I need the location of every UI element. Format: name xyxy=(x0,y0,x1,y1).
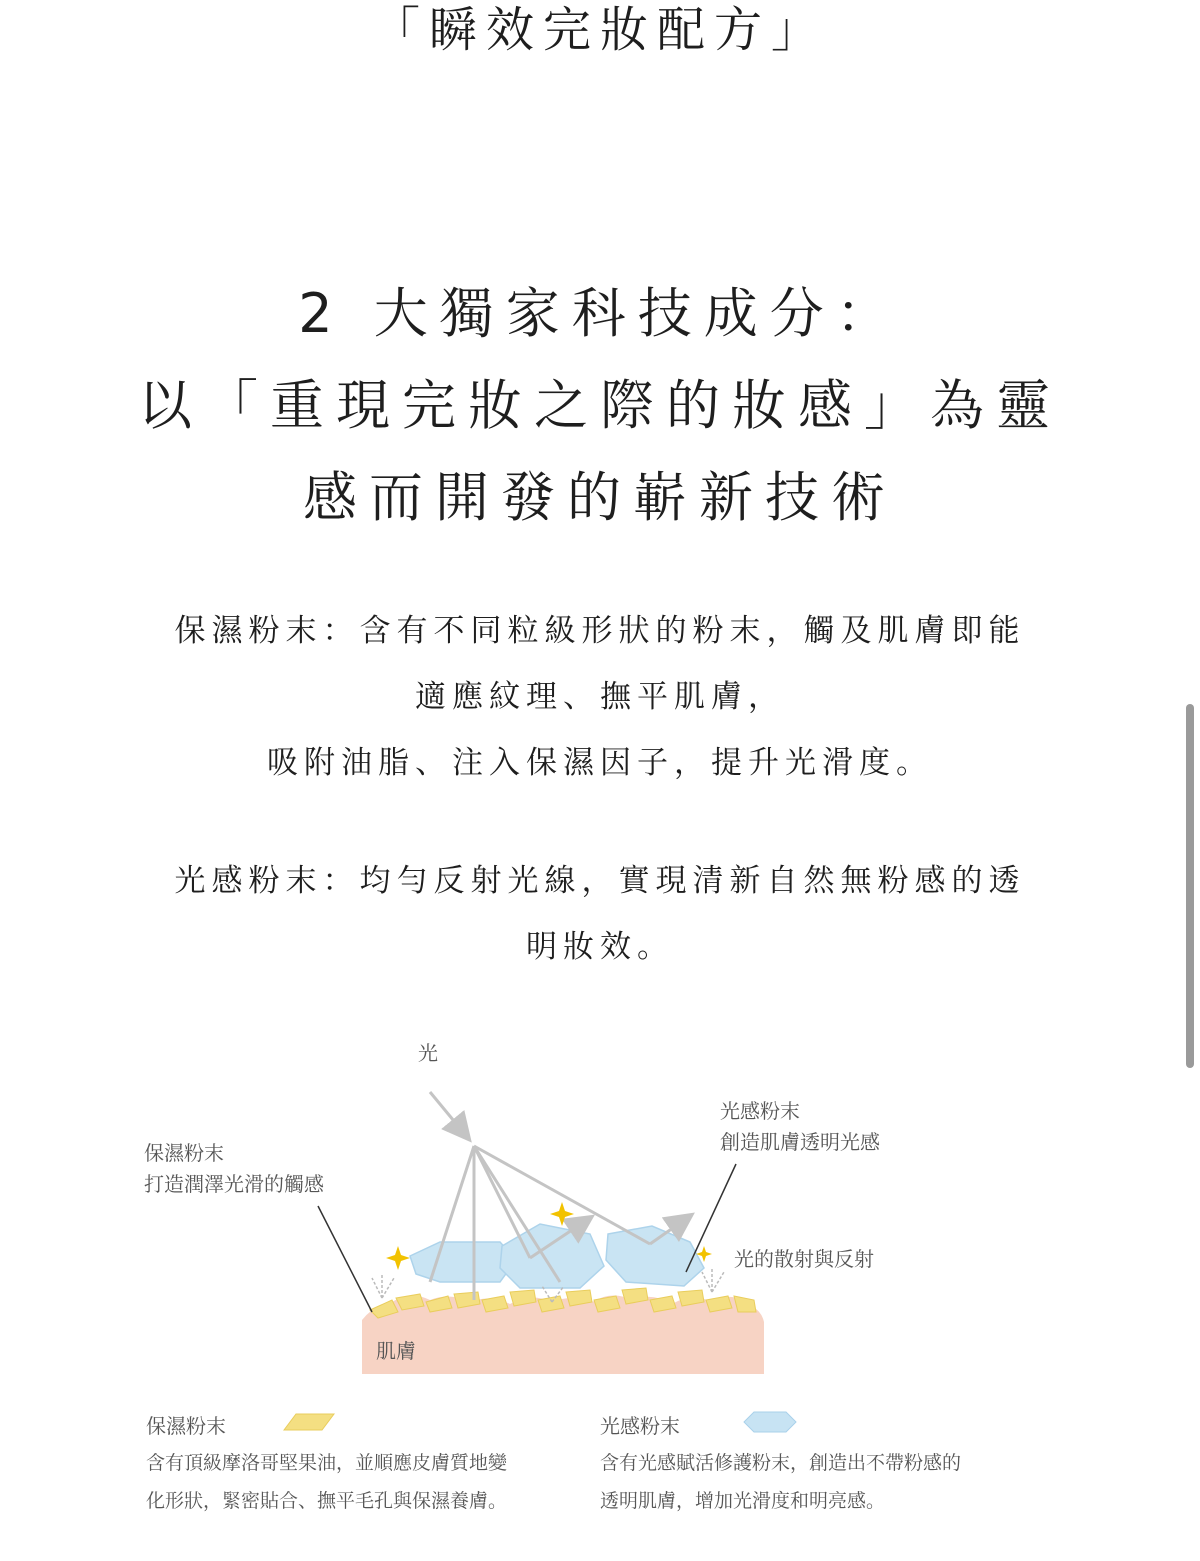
headline-line-2: 以「重現完妝之際的妝感」為靈 xyxy=(138,374,1062,437)
legend-moisture-line-2: 化形狀，緊密貼合、撫平毛孔與保濕養膚。 xyxy=(146,1490,508,1512)
legend-light-title: 光感粉末 xyxy=(600,1414,680,1438)
legend-moisture-line-1: 含有頂級摩洛哥堅果油，並順應皮膚質地變 xyxy=(146,1452,508,1474)
legend-moisture-description xyxy=(146,1444,507,1520)
vertical-scrollbar[interactable] xyxy=(1186,704,1194,1068)
legend-light-line-1: 含有光感賦活修護粉末，創造出不帶粉感的 xyxy=(600,1452,962,1474)
legend-light-line-2: 透明肌膚，增加光滑度和明亮感。 xyxy=(600,1490,886,1512)
headline-line-3: 感而開發的嶄新技術 xyxy=(303,466,897,529)
section-title: 「瞬效完妝配方」 xyxy=(371,2,828,58)
headline xyxy=(0,268,1200,544)
headline-line-1: 2 大獨家科技成分： xyxy=(298,282,902,345)
moisture-paragraph-line-3: 吸附油脂、注入保濕因子，提升光滑度。 xyxy=(267,745,933,781)
light-powder-label-line-1: 光感粉末 xyxy=(720,1099,800,1123)
legend-moisture-title: 保濕粉末 xyxy=(146,1414,226,1438)
moisture-powder-label xyxy=(144,1138,324,1200)
light-hexagon-swatch-icon xyxy=(738,1408,802,1436)
skin-label: 肌膚 xyxy=(376,1339,416,1363)
moisture-flake-swatch-icon xyxy=(276,1410,340,1434)
moisture-paragraph-line-1: 保濕粉末：含有不同粒級形狀的粉末，觸及肌膚即能 xyxy=(174,613,1026,649)
scatter-reflection-label: 光的散射與反射 xyxy=(734,1247,874,1271)
powder-diagram xyxy=(0,1020,1200,1400)
light-label: 光 xyxy=(418,1041,438,1065)
moisture-paragraph-line-2: 適應紋理、撫平肌膚， xyxy=(415,679,785,715)
light-powder-label-line-2: 創造肌膚透明光感 xyxy=(720,1130,880,1154)
light-paragraph-line-2: 明妝效。 xyxy=(526,929,674,965)
legend-light-description xyxy=(600,1444,961,1520)
moisture-powder-label-line-1: 保濕粉末 xyxy=(144,1141,224,1165)
light-paragraph-line-1: 光感粉末：均勻反射光線，實現清新自然無粉感的透 xyxy=(174,863,1026,899)
light-powder-label xyxy=(720,1096,880,1158)
light-powder-paragraph xyxy=(0,848,1200,980)
powder-diagram-illustration xyxy=(0,1020,1200,1400)
moisture-powder-label-line-2: 打造潤澤光滑的觸感 xyxy=(144,1172,324,1196)
moisture-powder-paragraph xyxy=(0,598,1200,796)
